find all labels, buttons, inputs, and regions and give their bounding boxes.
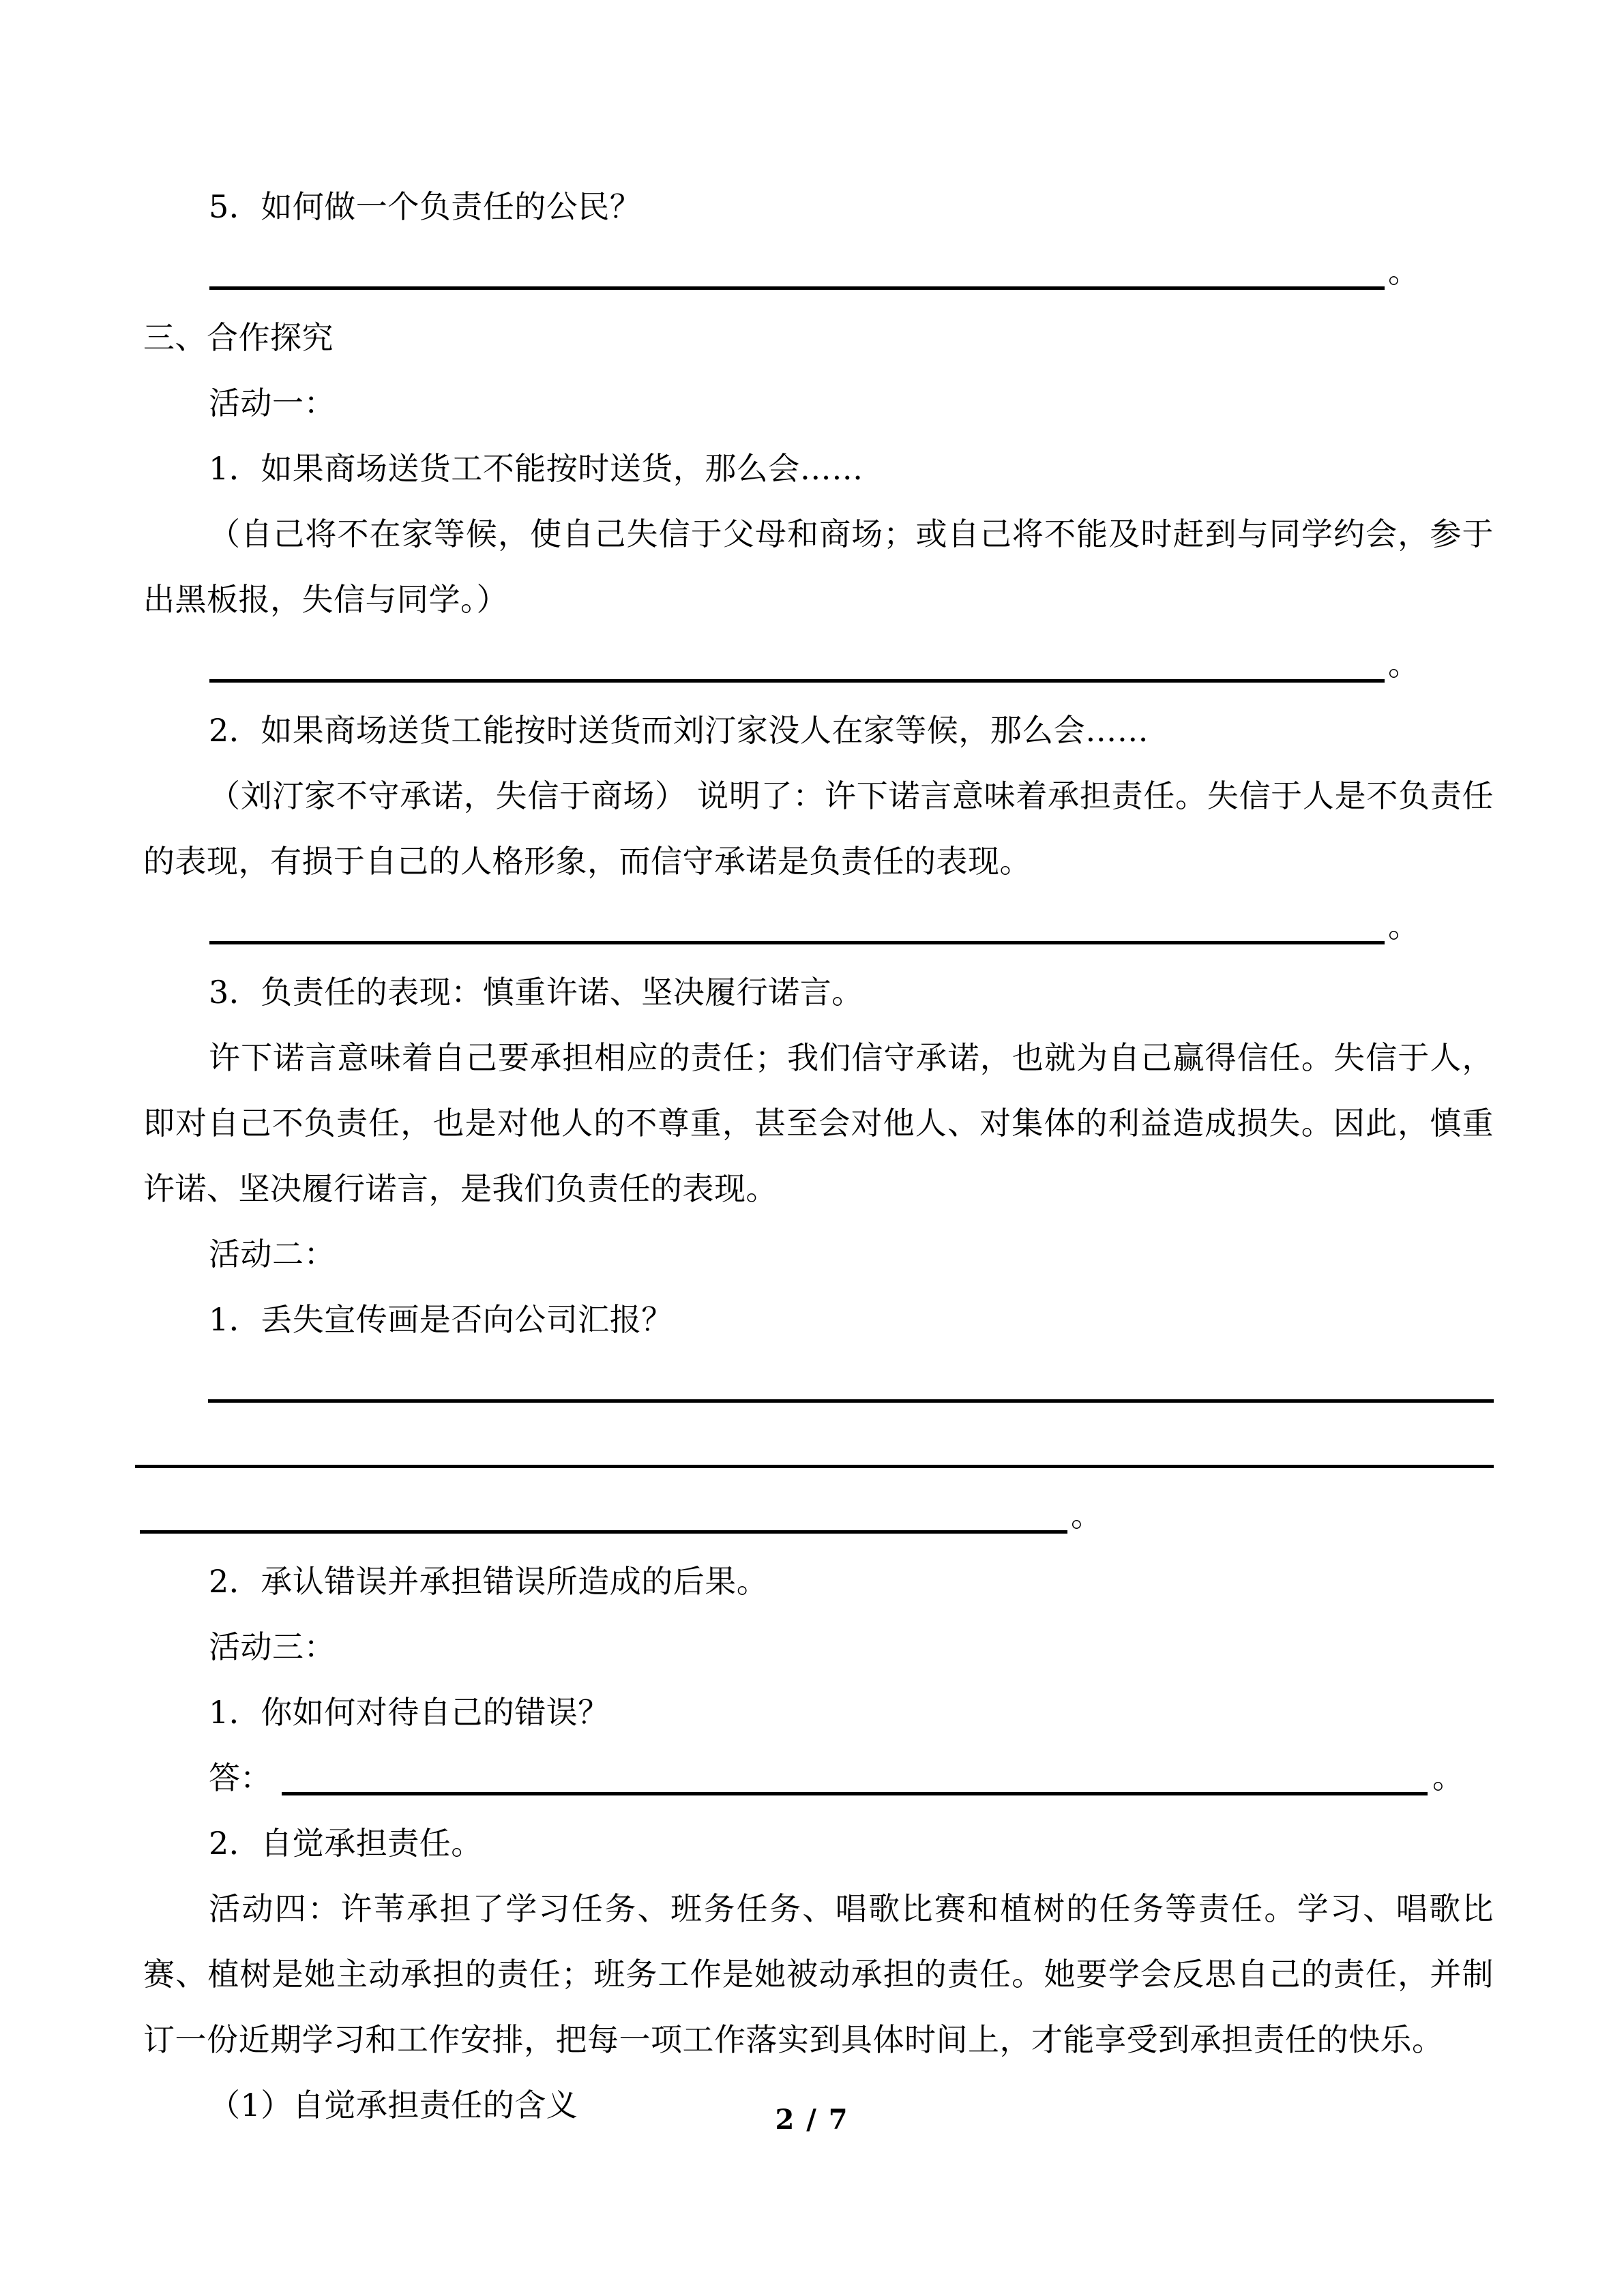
- activity3-answer-line: [143, 1745, 1494, 1810]
- answer-rule-2: [143, 632, 1494, 698]
- activity-heading-1: 活动一：: [209, 385, 336, 421]
- activity3-question-1: 1．你如何对待自己的错误？: [209, 1694, 610, 1731]
- activity1-question-1: 1．如果商场送货工不能按时送货，那么会……: [209, 450, 863, 487]
- activity1-answer-3: 许下诺言意味着自己要承担相应的责任；我们信守承诺，也就为自己赢得信任。失信于人，即对自己不负责任，也是对他人的不尊重，甚至会对他人、对集体的利益造成损失。因此，慎重许诺、坚决履行诺言，是我们负责任的表现。: [143, 1039, 1494, 1207]
- activity2-question-2: 2．承认错误并承担错误所造成的后果。: [209, 1563, 769, 1600]
- answer-blank-line[interactable]: [209, 941, 1385, 944]
- rule-end-mark-6: 。: [1071, 1497, 1102, 1534]
- answer-rule-4: [143, 1352, 1494, 1418]
- activity2-question-1: 1．丢失宣传画是否向公司汇报？: [209, 1301, 673, 1338]
- answer-blank-line[interactable]: [209, 286, 1385, 290]
- rule-end-mark-3: 。: [1388, 908, 1419, 944]
- answer-rule-3: [143, 894, 1494, 959]
- rule-end-mark-7: 。: [1432, 1759, 1464, 1795]
- answer-blank-line[interactable]: [282, 1792, 1428, 1795]
- activity1-question-2: 2．如果商场送货工能按时送货而刘汀家没人在家等候，那么会……: [209, 712, 1149, 749]
- answer-rule-1: [143, 239, 1494, 305]
- activity4-subitem-1: （1）自觉承担责任的含义: [209, 2087, 578, 2123]
- answer-blank-line[interactable]: [140, 1530, 1067, 1534]
- activity1-answer-1: （自己将不在家等候，使自己失信于父母和商场；或自己将不能及时赶到与同学约会，参于出黑板报，失信与同学。）: [143, 516, 1494, 618]
- answer-label: 答：: [209, 1759, 271, 1796]
- activity1-answer-2: （刘汀家不守承诺，失信于商场） 说明了：许下诺言意味着承担责任。失信于人是不负责任的表现，有损于自己的人格形象，而信守承诺是负责任的表现。: [143, 777, 1494, 880]
- activity1-question-3: 3．负责任的表现：慎重许诺、坚决履行诺言。: [209, 974, 863, 1011]
- answer-rule-5: [143, 1418, 1494, 1483]
- rule-end-mark-2: 。: [1388, 646, 1419, 683]
- section-heading-3: 三、合作探究: [143, 319, 334, 356]
- answer-blank-line[interactable]: [135, 1465, 1494, 1468]
- page-number: 2 / 7: [775, 2104, 849, 2136]
- activity4-paragraph: 活动四：许苇承担了学习任务、班务任务、唱歌比赛和植树的任务等责任。学习、唱歌比赛、植树是她主动承担的责任；班务工作是她被动承担的责任。她要学会反思自己的责任，并制订一份近期学习和工作安排，把每一项工作落实到具体时间上，才能享受到承担责任的快乐。: [143, 1890, 1494, 2058]
- answer-rule-6: [143, 1483, 1494, 1549]
- rule-end-mark-1: 。: [1388, 253, 1419, 290]
- question-5: 5．如何做一个负责任的公民？: [209, 188, 642, 225]
- activity-heading-3: 活动三：: [209, 1628, 336, 1665]
- page-content: [143, 174, 1494, 2138]
- answer-blank-line[interactable]: [208, 1399, 1494, 1403]
- activity-heading-2: 活动二：: [209, 1236, 336, 1272]
- answer-blank-line[interactable]: [209, 679, 1385, 683]
- activity3-question-2: 2．自觉承担责任。: [209, 1825, 483, 1862]
